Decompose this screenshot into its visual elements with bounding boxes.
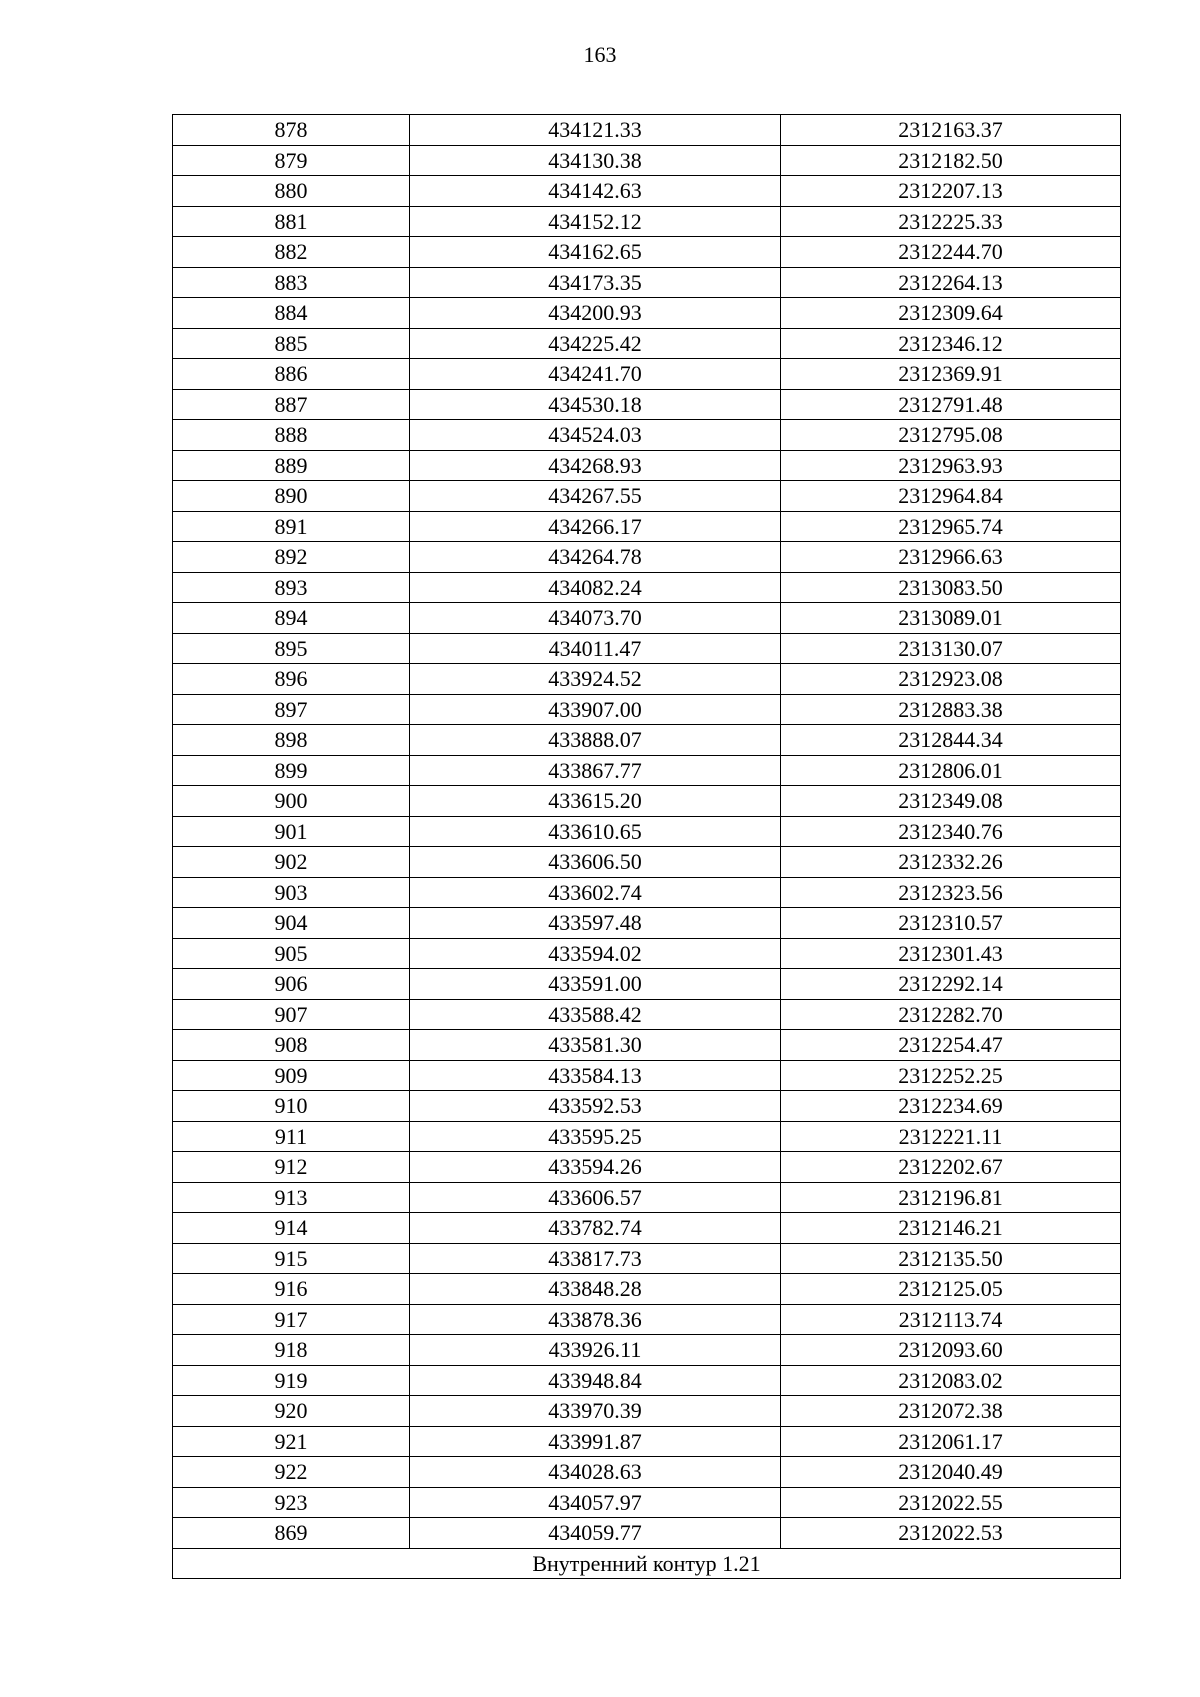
x-coordinate-cell: 433867.77 [410, 755, 781, 786]
table-row [173, 755, 1121, 786]
point-number-cell: 913 [173, 1182, 410, 1213]
point-number-cell: 908 [173, 1030, 410, 1061]
table-row [173, 1518, 1121, 1549]
table-row [173, 1030, 1121, 1061]
table-row [173, 1243, 1121, 1274]
x-coordinate-cell: 434268.93 [410, 450, 781, 481]
table-row [173, 1060, 1121, 1091]
table-row [173, 633, 1121, 664]
point-number-cell: 881 [173, 206, 410, 237]
x-coordinate-cell: 433907.00 [410, 694, 781, 725]
table-row [173, 359, 1121, 390]
table-row [173, 603, 1121, 634]
point-number-cell: 923 [173, 1487, 410, 1518]
y-coordinate-cell: 2312369.91 [781, 359, 1121, 390]
point-number-cell: 911 [173, 1121, 410, 1152]
y-coordinate-cell: 2312791.48 [781, 389, 1121, 420]
x-coordinate-cell: 434162.65 [410, 237, 781, 268]
x-coordinate-cell: 434200.93 [410, 298, 781, 329]
y-coordinate-cell: 2312244.70 [781, 237, 1121, 268]
table-row [173, 1426, 1121, 1457]
x-coordinate-cell: 434267.55 [410, 481, 781, 512]
table-row [173, 786, 1121, 817]
x-coordinate-cell: 434057.97 [410, 1487, 781, 1518]
y-coordinate-cell: 2312301.43 [781, 938, 1121, 969]
point-number-cell: 915 [173, 1243, 410, 1274]
x-coordinate-cell: 434266.17 [410, 511, 781, 542]
table-row [173, 145, 1121, 176]
y-coordinate-cell: 2312292.14 [781, 969, 1121, 1000]
table-row [173, 511, 1121, 542]
point-number-cell: 914 [173, 1213, 410, 1244]
point-number-cell: 898 [173, 725, 410, 756]
x-coordinate-cell: 433606.57 [410, 1182, 781, 1213]
x-coordinate-cell: 434130.38 [410, 145, 781, 176]
y-coordinate-cell: 2312202.67 [781, 1152, 1121, 1183]
y-coordinate-cell: 2312113.74 [781, 1304, 1121, 1335]
y-coordinate-cell: 2312346.12 [781, 328, 1121, 359]
point-number-cell: 882 [173, 237, 410, 268]
table-row [173, 1457, 1121, 1488]
x-coordinate-cell: 433606.50 [410, 847, 781, 878]
x-coordinate-cell: 433584.13 [410, 1060, 781, 1091]
point-number-cell: 892 [173, 542, 410, 573]
table-row [173, 908, 1121, 939]
table-row [173, 725, 1121, 756]
x-coordinate-cell: 434082.24 [410, 572, 781, 603]
point-number-cell: 910 [173, 1091, 410, 1122]
point-number-cell: 904 [173, 908, 410, 939]
x-coordinate-cell: 433591.00 [410, 969, 781, 1000]
point-number-cell: 901 [173, 816, 410, 847]
point-number-cell: 869 [173, 1518, 410, 1549]
point-number-cell: 905 [173, 938, 410, 969]
point-number-cell: 896 [173, 664, 410, 695]
y-coordinate-cell: 2312125.05 [781, 1274, 1121, 1305]
y-coordinate-cell: 2312254.47 [781, 1030, 1121, 1061]
x-coordinate-cell: 434152.12 [410, 206, 781, 237]
y-coordinate-cell: 2312323.56 [781, 877, 1121, 908]
x-coordinate-cell: 434225.42 [410, 328, 781, 359]
y-coordinate-cell: 2312923.08 [781, 664, 1121, 695]
x-coordinate-cell: 434241.70 [410, 359, 781, 390]
x-coordinate-cell: 433602.74 [410, 877, 781, 908]
y-coordinate-cell: 2312264.13 [781, 267, 1121, 298]
y-coordinate-cell: 2312806.01 [781, 755, 1121, 786]
x-coordinate-cell: 434142.63 [410, 176, 781, 207]
point-number-cell: 888 [173, 420, 410, 451]
x-coordinate-cell: 434530.18 [410, 389, 781, 420]
x-coordinate-cell: 433817.73 [410, 1243, 781, 1274]
y-coordinate-cell: 2312966.63 [781, 542, 1121, 573]
x-coordinate-cell: 433610.65 [410, 816, 781, 847]
x-coordinate-cell: 433594.26 [410, 1152, 781, 1183]
x-coordinate-cell: 433970.39 [410, 1396, 781, 1427]
table-row [173, 420, 1121, 451]
table-row [173, 999, 1121, 1030]
y-coordinate-cell: 2312964.84 [781, 481, 1121, 512]
table-row [173, 542, 1121, 573]
x-coordinate-cell: 433924.52 [410, 664, 781, 695]
table-row [173, 298, 1121, 329]
table-row [173, 267, 1121, 298]
table-row [173, 1487, 1121, 1518]
x-coordinate-cell: 433581.30 [410, 1030, 781, 1061]
x-coordinate-cell: 433595.25 [410, 1121, 781, 1152]
table-row [173, 1274, 1121, 1305]
table-row [173, 1121, 1121, 1152]
point-number-cell: 894 [173, 603, 410, 634]
table-row [173, 694, 1121, 725]
y-coordinate-cell: 2312022.53 [781, 1518, 1121, 1549]
table-row [173, 1152, 1121, 1183]
y-coordinate-cell: 2312040.49 [781, 1457, 1121, 1488]
point-number-cell: 884 [173, 298, 410, 329]
point-number-cell: 889 [173, 450, 410, 481]
table-row [173, 1182, 1121, 1213]
table-row [173, 1213, 1121, 1244]
y-coordinate-cell: 2312340.76 [781, 816, 1121, 847]
y-coordinate-cell: 2312795.08 [781, 420, 1121, 451]
y-coordinate-cell: 2312207.13 [781, 176, 1121, 207]
page-number: 163 [583, 42, 617, 67]
table-row [173, 481, 1121, 512]
y-coordinate-cell: 2312883.38 [781, 694, 1121, 725]
x-coordinate-cell: 434264.78 [410, 542, 781, 573]
y-coordinate-cell: 2312844.34 [781, 725, 1121, 756]
table-row [173, 1335, 1121, 1366]
table-row [173, 938, 1121, 969]
table-row [173, 206, 1121, 237]
point-number-cell: 909 [173, 1060, 410, 1091]
table-row [173, 969, 1121, 1000]
point-number-cell: 899 [173, 755, 410, 786]
point-number-cell: 891 [173, 511, 410, 542]
table-row [173, 176, 1121, 207]
table-row [173, 847, 1121, 878]
point-number-cell: 920 [173, 1396, 410, 1427]
point-number-cell: 887 [173, 389, 410, 420]
point-number-cell: 902 [173, 847, 410, 878]
point-number-cell: 897 [173, 694, 410, 725]
point-number-cell: 912 [173, 1152, 410, 1183]
y-coordinate-cell: 2312965.74 [781, 511, 1121, 542]
x-coordinate-cell: 434073.70 [410, 603, 781, 634]
table-row [173, 572, 1121, 603]
point-number-cell: 906 [173, 969, 410, 1000]
x-coordinate-cell: 434524.03 [410, 420, 781, 451]
point-number-cell: 878 [173, 115, 410, 146]
x-coordinate-cell: 433991.87 [410, 1426, 781, 1457]
point-number-cell: 916 [173, 1274, 410, 1305]
table-row [173, 1304, 1121, 1335]
y-coordinate-cell: 2312282.70 [781, 999, 1121, 1030]
y-coordinate-cell: 2312022.55 [781, 1487, 1121, 1518]
y-coordinate-cell: 2312093.60 [781, 1335, 1121, 1366]
table-row [173, 1365, 1121, 1396]
point-number-cell: 886 [173, 359, 410, 390]
point-number-cell: 917 [173, 1304, 410, 1335]
table-row [173, 816, 1121, 847]
y-coordinate-cell: 2313130.07 [781, 633, 1121, 664]
y-coordinate-cell: 2312310.57 [781, 908, 1121, 939]
y-coordinate-cell: 2312083.02 [781, 1365, 1121, 1396]
y-coordinate-cell: 2312332.26 [781, 847, 1121, 878]
point-number-cell: 921 [173, 1426, 410, 1457]
y-coordinate-cell: 2312135.50 [781, 1243, 1121, 1274]
y-coordinate-cell: 2312349.08 [781, 786, 1121, 817]
x-coordinate-cell: 433594.02 [410, 938, 781, 969]
coordinates-table [172, 114, 1121, 1579]
table-row [173, 664, 1121, 695]
y-coordinate-cell: 2312163.37 [781, 115, 1121, 146]
x-coordinate-cell: 434173.35 [410, 267, 781, 298]
point-number-cell: 883 [173, 267, 410, 298]
y-coordinate-cell: 2312309.64 [781, 298, 1121, 329]
point-number-cell: 918 [173, 1335, 410, 1366]
table-row [173, 115, 1121, 146]
y-coordinate-cell: 2312182.50 [781, 145, 1121, 176]
y-coordinate-cell: 2313083.50 [781, 572, 1121, 603]
y-coordinate-cell: 2312146.21 [781, 1213, 1121, 1244]
x-coordinate-cell: 434028.63 [410, 1457, 781, 1488]
table-footer-row [173, 1548, 1121, 1579]
table-row [173, 237, 1121, 268]
point-number-cell: 890 [173, 481, 410, 512]
point-number-cell: 879 [173, 145, 410, 176]
table-row [173, 1396, 1121, 1427]
table-row [173, 328, 1121, 359]
y-coordinate-cell: 2312221.11 [781, 1121, 1121, 1152]
x-coordinate-cell: 433597.48 [410, 908, 781, 939]
x-coordinate-cell: 433888.07 [410, 725, 781, 756]
x-coordinate-cell: 433926.11 [410, 1335, 781, 1366]
point-number-cell: 885 [173, 328, 410, 359]
y-coordinate-cell: 2313089.01 [781, 603, 1121, 634]
point-number-cell: 922 [173, 1457, 410, 1488]
x-coordinate-cell: 433588.42 [410, 999, 781, 1030]
x-coordinate-cell: 433948.84 [410, 1365, 781, 1396]
table-row [173, 1091, 1121, 1122]
point-number-cell: 907 [173, 999, 410, 1030]
point-number-cell: 880 [173, 176, 410, 207]
contour-label: Внутренний контур 1.21 [173, 1548, 1121, 1579]
table-row [173, 450, 1121, 481]
point-number-cell: 900 [173, 786, 410, 817]
x-coordinate-cell: 433782.74 [410, 1213, 781, 1244]
y-coordinate-cell: 2312252.25 [781, 1060, 1121, 1091]
x-coordinate-cell: 433615.20 [410, 786, 781, 817]
y-coordinate-cell: 2312963.93 [781, 450, 1121, 481]
y-coordinate-cell: 2312234.69 [781, 1091, 1121, 1122]
point-number-cell: 903 [173, 877, 410, 908]
point-number-cell: 919 [173, 1365, 410, 1396]
x-coordinate-cell: 433848.28 [410, 1274, 781, 1305]
y-coordinate-cell: 2312072.38 [781, 1396, 1121, 1427]
table-row [173, 389, 1121, 420]
point-number-cell: 893 [173, 572, 410, 603]
y-coordinate-cell: 2312196.81 [781, 1182, 1121, 1213]
x-coordinate-cell: 434121.33 [410, 115, 781, 146]
y-coordinate-cell: 2312061.17 [781, 1426, 1121, 1457]
coordinates-table-body [173, 115, 1121, 1549]
point-number-cell: 895 [173, 633, 410, 664]
x-coordinate-cell: 433878.36 [410, 1304, 781, 1335]
y-coordinate-cell: 2312225.33 [781, 206, 1121, 237]
x-coordinate-cell: 434059.77 [410, 1518, 781, 1549]
x-coordinate-cell: 433592.53 [410, 1091, 781, 1122]
x-coordinate-cell: 434011.47 [410, 633, 781, 664]
table-row [173, 877, 1121, 908]
